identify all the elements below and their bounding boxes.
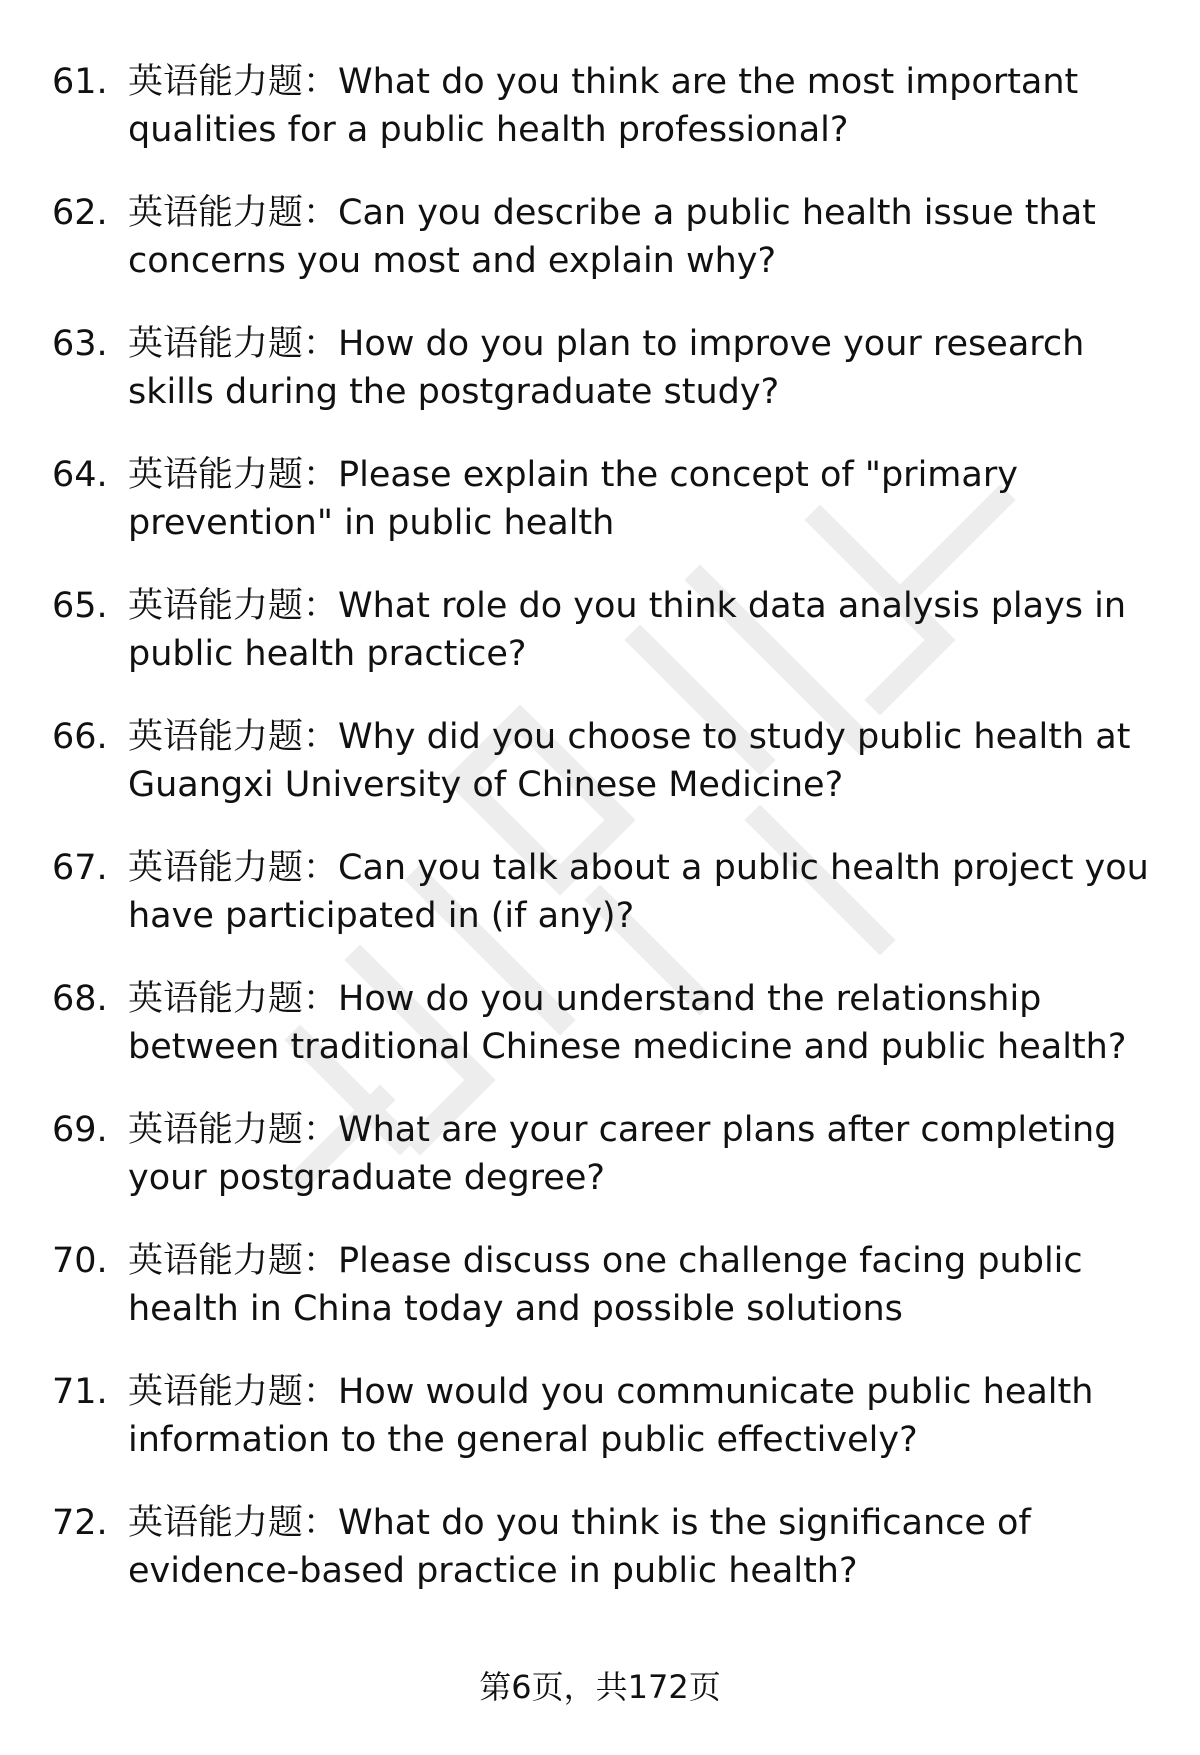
question-text: 英语能力题：What are your career plans after completing your postgraduate degree?: [128, 1110, 1117, 1198]
question-item-61: [0, 58, 1200, 154]
question-number: 69.: [52, 1110, 108, 1150]
question-item-65: [0, 582, 1200, 678]
question-text: 英语能力题：How would you communicate public health information to the general public effectively?: [128, 1372, 1094, 1460]
question-item-72: [0, 1499, 1200, 1595]
question-text: 英语能力题：What do you think are the most important qualities for a public health professional?: [128, 62, 1079, 150]
question-text: 英语能力题：How do you plan to improve your research skills during the postgraduate study?: [128, 324, 1085, 412]
question-item-66: [0, 713, 1200, 809]
question-text: 英语能力题：Why did you choose to study public health at Guangxi University of Chinese Medicine?: [128, 717, 1131, 805]
question-item-63: [0, 320, 1200, 416]
question-number: 61.: [52, 62, 108, 102]
question-number: 72.: [52, 1503, 108, 1543]
question-item-62: [0, 189, 1200, 285]
question-text: 英语能力题：Please explain the concept of "primary prevention" in public health: [128, 455, 1018, 543]
question-item-71: [0, 1368, 1200, 1464]
question-item-64: [0, 451, 1200, 547]
question-item-68: [0, 975, 1200, 1071]
question-number: 64.: [52, 455, 108, 495]
question-number: 67.: [52, 848, 108, 888]
question-number: 70.: [52, 1241, 108, 1281]
question-text: 英语能力题：Please discuss one challenge facing public health in China today and possible solutions: [128, 1241, 1083, 1329]
question-number: 63.: [52, 324, 108, 364]
page-number-footer: 第6页，共172页: [479, 1668, 721, 1706]
question-text: 英语能力题：What role do you think data analysis plays in public health practice?: [128, 586, 1127, 674]
question-number: 65.: [52, 586, 108, 626]
question-number: 66.: [52, 717, 108, 757]
question-list: [0, 58, 1200, 1630]
question-text: 英语能力题：What do you think is the significance of evidence-based practice in public health?: [128, 1503, 1031, 1591]
question-text: 英语能力题：Can you talk about a public health project you have participated in (if any)?: [128, 848, 1149, 936]
question-number: 71.: [52, 1372, 108, 1412]
question-item-67: [0, 844, 1200, 940]
question-number: 68.: [52, 979, 108, 1019]
question-text: 英语能力题：Can you describe a public health issue that concerns you most and explain why?: [128, 193, 1096, 281]
question-text: 英语能力题：How do you understand the relationship between traditional Chinese medicine and public health?: [128, 979, 1127, 1067]
question-item-69: [0, 1106, 1200, 1202]
question-number: 62.: [52, 193, 108, 233]
question-item-70: [0, 1237, 1200, 1333]
